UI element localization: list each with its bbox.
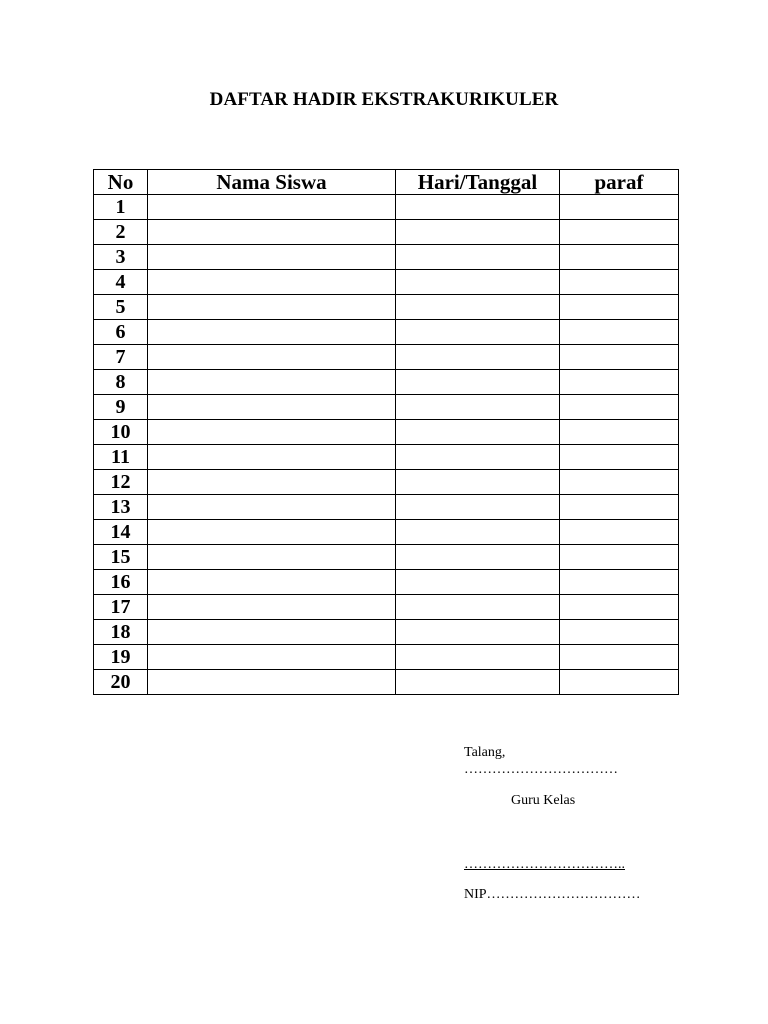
- cell-nama-siswa[interactable]: [148, 470, 396, 495]
- cell-no: 3: [94, 245, 148, 270]
- signature-role: Guru Kelas: [511, 793, 576, 808]
- cell-hari-tanggal[interactable]: [396, 370, 560, 395]
- cell-hari-tanggal[interactable]: [396, 620, 560, 645]
- cell-hari-tanggal[interactable]: [396, 295, 560, 320]
- cell-no: 15: [94, 545, 148, 570]
- table-row: [94, 545, 679, 570]
- table-row: [94, 295, 679, 320]
- table-row: [94, 470, 679, 495]
- cell-paraf[interactable]: [560, 445, 679, 470]
- cell-no: 18: [94, 620, 148, 645]
- cell-paraf[interactable]: [560, 520, 679, 545]
- cell-paraf[interactable]: [560, 620, 679, 645]
- cell-nama-siswa[interactable]: [148, 445, 396, 470]
- cell-hari-tanggal[interactable]: [396, 495, 560, 520]
- cell-paraf[interactable]: [560, 270, 679, 295]
- cell-paraf[interactable]: [560, 220, 679, 245]
- table-row: [94, 270, 679, 295]
- cell-hari-tanggal[interactable]: [396, 670, 560, 695]
- cell-no: 10: [94, 420, 148, 445]
- cell-nama-siswa[interactable]: [148, 620, 396, 645]
- cell-nama-siswa[interactable]: [148, 295, 396, 320]
- cell-hari-tanggal[interactable]: [396, 345, 560, 370]
- cell-hari-tanggal[interactable]: [396, 570, 560, 595]
- table-row: [94, 395, 679, 420]
- cell-hari-tanggal[interactable]: [396, 445, 560, 470]
- cell-no: 7: [94, 345, 148, 370]
- cell-nama-siswa[interactable]: [148, 220, 396, 245]
- cell-paraf[interactable]: [560, 645, 679, 670]
- cell-hari-tanggal[interactable]: [396, 595, 560, 620]
- table-row: [94, 195, 679, 220]
- signature-place: Talang,: [464, 745, 506, 760]
- cell-no: 8: [94, 370, 148, 395]
- cell-nama-siswa[interactable]: [148, 420, 396, 445]
- cell-no: 14: [94, 520, 148, 545]
- document-title: DAFTAR HADIR EKSTRAKURIKULER: [209, 89, 559, 110]
- cell-hari-tanggal[interactable]: [396, 220, 560, 245]
- cell-nama-siswa[interactable]: [148, 345, 396, 370]
- header-paraf: paraf: [560, 170, 679, 195]
- table-row: [94, 670, 679, 695]
- cell-nama-siswa[interactable]: [148, 320, 396, 345]
- cell-no: 11: [94, 445, 148, 470]
- cell-no: 13: [94, 495, 148, 520]
- cell-nama-siswa[interactable]: [148, 245, 396, 270]
- cell-paraf[interactable]: [560, 295, 679, 320]
- cell-hari-tanggal[interactable]: [396, 420, 560, 445]
- cell-nama-siswa[interactable]: [148, 545, 396, 570]
- cell-paraf[interactable]: [560, 245, 679, 270]
- signature-name-line: ……………………………..: [464, 857, 625, 872]
- cell-no: 6: [94, 320, 148, 345]
- cell-hari-tanggal[interactable]: [396, 520, 560, 545]
- table-row: [94, 495, 679, 520]
- cell-no: 12: [94, 470, 148, 495]
- cell-paraf[interactable]: [560, 595, 679, 620]
- cell-paraf[interactable]: [560, 470, 679, 495]
- cell-hari-tanggal[interactable]: [396, 270, 560, 295]
- cell-nama-siswa[interactable]: [148, 270, 396, 295]
- cell-paraf[interactable]: [560, 670, 679, 695]
- table-row: [94, 345, 679, 370]
- cell-nama-siswa[interactable]: [148, 195, 396, 220]
- table-body: [94, 195, 679, 695]
- cell-nama-siswa[interactable]: [148, 670, 396, 695]
- header-nama-siswa: Nama Siswa: [148, 170, 396, 195]
- cell-hari-tanggal[interactable]: [396, 470, 560, 495]
- cell-paraf[interactable]: [560, 545, 679, 570]
- cell-paraf[interactable]: [560, 370, 679, 395]
- header-no: No: [94, 170, 148, 195]
- table-row: [94, 620, 679, 645]
- cell-paraf[interactable]: [560, 570, 679, 595]
- cell-no: 4: [94, 270, 148, 295]
- cell-no: 1: [94, 195, 148, 220]
- cell-hari-tanggal[interactable]: [396, 320, 560, 345]
- cell-nama-siswa[interactable]: [148, 595, 396, 620]
- cell-nama-siswa[interactable]: [148, 520, 396, 545]
- table-row: [94, 220, 679, 245]
- cell-no: 17: [94, 595, 148, 620]
- cell-nama-siswa[interactable]: [148, 495, 396, 520]
- cell-nama-siswa[interactable]: [148, 395, 396, 420]
- cell-hari-tanggal[interactable]: [396, 245, 560, 270]
- table-row: [94, 645, 679, 670]
- table-row: [94, 595, 679, 620]
- cell-paraf[interactable]: [560, 495, 679, 520]
- table-row: [94, 370, 679, 395]
- cell-no: 5: [94, 295, 148, 320]
- cell-hari-tanggal[interactable]: [396, 545, 560, 570]
- table-row: [94, 570, 679, 595]
- attendance-table: [93, 169, 679, 695]
- cell-paraf[interactable]: [560, 195, 679, 220]
- cell-nama-siswa[interactable]: [148, 370, 396, 395]
- cell-no: 9: [94, 395, 148, 420]
- cell-nama-siswa[interactable]: [148, 645, 396, 670]
- signature-nip: NIP……………………………: [464, 887, 641, 902]
- cell-nama-siswa[interactable]: [148, 570, 396, 595]
- header-hari-tanggal: Hari/Tanggal: [396, 170, 560, 195]
- signature-date-line: ……………………………: [464, 762, 618, 777]
- cell-hari-tanggal[interactable]: [396, 195, 560, 220]
- table-header-row: [94, 170, 679, 195]
- table-row: [94, 445, 679, 470]
- table-row: [94, 245, 679, 270]
- cell-no: 19: [94, 645, 148, 670]
- cell-hari-tanggal[interactable]: [396, 395, 560, 420]
- table-row: [94, 520, 679, 545]
- cell-hari-tanggal[interactable]: [396, 645, 560, 670]
- cell-paraf[interactable]: [560, 320, 679, 345]
- cell-paraf[interactable]: [560, 345, 679, 370]
- cell-no: 16: [94, 570, 148, 595]
- table-row: [94, 320, 679, 345]
- cell-no: 2: [94, 220, 148, 245]
- cell-no: 20: [94, 670, 148, 695]
- cell-paraf[interactable]: [560, 395, 679, 420]
- table-row: [94, 420, 679, 445]
- cell-paraf[interactable]: [560, 420, 679, 445]
